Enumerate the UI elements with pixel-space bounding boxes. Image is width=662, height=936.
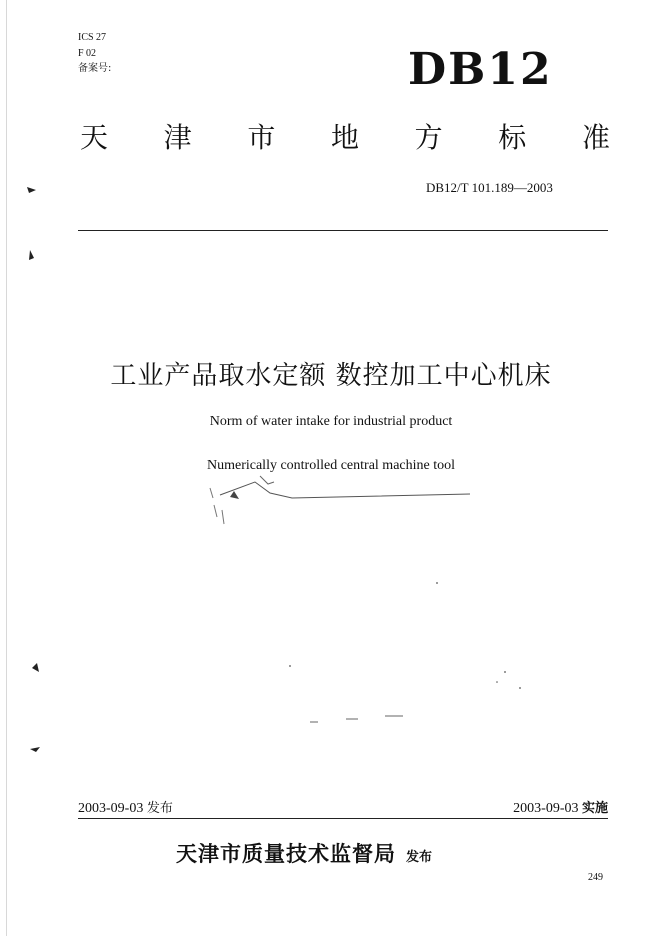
footer-divider [78, 818, 608, 819]
title-char: 津 [163, 121, 192, 154]
main-title-chinese: 工业产品取水定额 数控加工中心机床 [110, 361, 552, 391]
title-char: 方 [414, 121, 443, 154]
publish-date-line [78, 797, 173, 817]
implement-label: 实施 [581, 801, 608, 816]
page-number: 249 [588, 872, 603, 883]
title-char: 标 [498, 121, 527, 154]
subtitle-english: Numerically controlled central machine tool [206, 458, 455, 473]
ics-code: ICS 27 [78, 32, 107, 43]
implement-date: 2003-09-03 [513, 801, 579, 816]
implement-date-line [466, 797, 608, 817]
publish-date: 2003-09-03 [78, 801, 144, 816]
title-char: 地 [330, 121, 359, 154]
title-char: 准 [581, 121, 610, 154]
issuing-authority [176, 838, 432, 868]
title-char: 天 [80, 121, 109, 154]
main-title-english: Norm of water intake for industrial product [209, 414, 453, 429]
ccs-code: F 02 [78, 48, 97, 59]
issuer-verb: 发布 [406, 850, 433, 865]
standard-code-badge: DB12 [408, 44, 553, 95]
issuer-name: 天津市质量技术监督局 [176, 842, 396, 866]
record-number-label: 备案号: [78, 63, 112, 74]
standard-number: DB12/T 101.189—2003 [426, 180, 553, 195]
publish-label: 发布 [146, 801, 173, 816]
title-char: 市 [247, 121, 276, 154]
